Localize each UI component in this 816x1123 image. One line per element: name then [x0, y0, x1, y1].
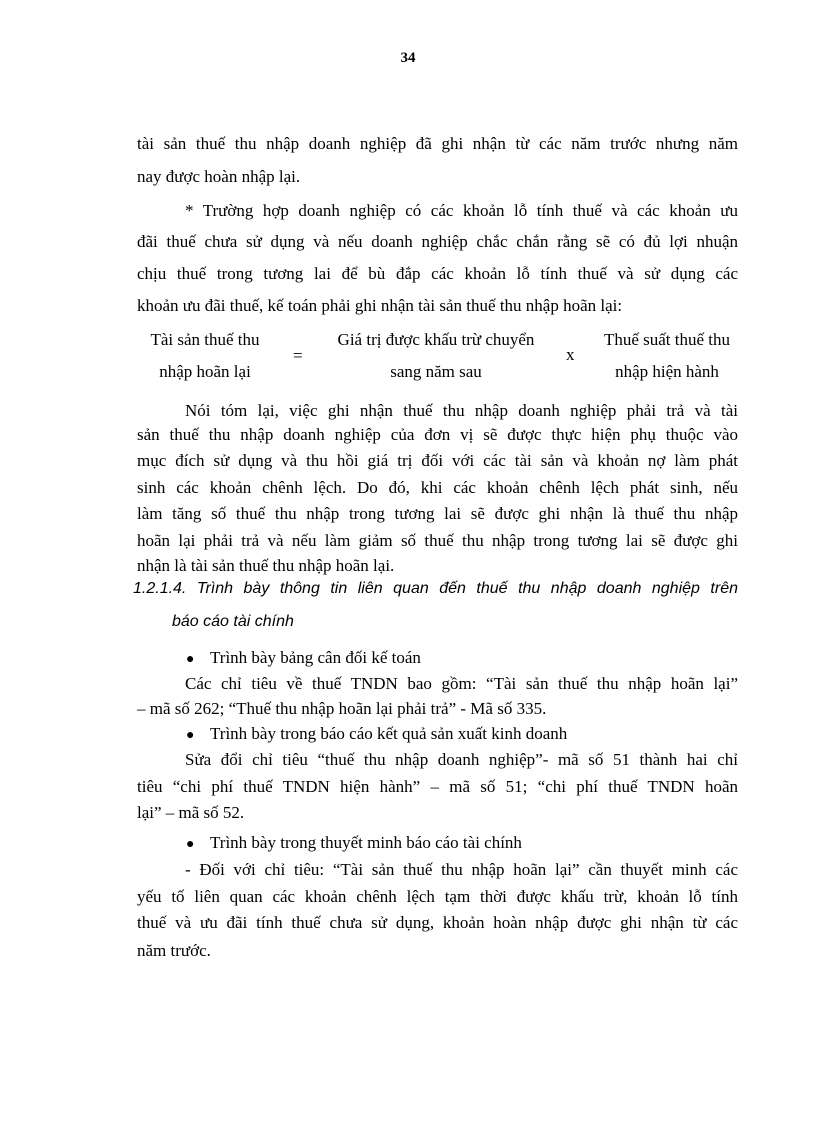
formula-right-bottom: nhập hiện hành — [615, 362, 719, 381]
page-number: 34 — [400, 50, 416, 66]
paragraph-line: * Trường hợp doanh nghiệp có các khoản lỗ tính thuế và các khoản ưu — [185, 201, 738, 220]
formula-left-bottom: nhập hoãn lại — [159, 362, 251, 381]
paragraph-line: Sửa đổi chỉ tiêu “thuế thu nhập doanh nghiệp”- mã số 51 thành hai chỉ — [185, 750, 738, 769]
paragraph-line: hoãn lại phải trả và nếu làm giảm số thuế thu nhập trong tương lai sẽ được ghi — [137, 531, 738, 550]
formula-equals: = — [293, 346, 303, 365]
formula-times: x — [566, 345, 575, 364]
section-heading: 1.2.1.4. Trình bày thông tin liên quan đến thuế thu nhập doanh nghiệp trên — [133, 580, 738, 597]
bullet-item: Trình bày trong báo cáo kết quả sản xuất kinh doanh — [210, 724, 568, 743]
bullet-icon: ● — [186, 728, 195, 743]
formula-right-top: Thuế suất thuế thu — [603, 330, 731, 349]
formula-mid-top: Giá trị được khấu trừ chuyển — [337, 330, 535, 349]
paragraph-line: lại” – mã số 52. — [137, 803, 245, 822]
paragraph-line: nhận là tài sản thuế thu nhập hoãn lại. — [137, 556, 395, 575]
paragraph-line: tiêu “chi phí thuế TNDN hiện hành” – mã số 51; “chi phí thuế TNDN hoãn — [137, 777, 738, 796]
bullet-icon: ● — [186, 837, 195, 852]
paragraph-line: thuế và ưu đãi tính thuế chưa sử dụng, khoản hoàn nhập được ghi nhận từ các — [137, 913, 738, 932]
paragraph-line: Nói tóm lại, việc ghi nhận thuế thu nhập doanh nghiệp phải trả và tài — [185, 401, 738, 420]
paragraph-line: năm trước. — [137, 941, 211, 960]
paragraph-line: Các chỉ tiêu về thuế TNDN bao gồm: “Tài sản thuế thu nhập hoãn lại” — [185, 674, 738, 693]
paragraph-line: - Đối với chỉ tiêu: “Tài sản thuế thu nhập hoãn lại” cần thuyết minh các — [185, 860, 738, 879]
paragraph-line: tài sản thuế thu nhập doanh nghiệp đã ghi nhận từ các năm trước nhưng năm — [137, 134, 738, 153]
bullet-item: Trình bày trong thuyết minh báo cáo tài chính — [210, 833, 522, 852]
paragraph-line: nay được hoàn nhập lại. — [137, 167, 301, 186]
paragraph-line: chịu thuế trong tương lai để bù đắp các khoản lỗ tính thuế và sử dụng các — [137, 264, 738, 283]
paragraph-line: đãi thuế chưa sử dụng và nếu doanh nghiệp chắc chắn rằng sẽ có đủ lợi nhuận — [137, 232, 738, 251]
formula-left-top: Tài sản thuế thu — [150, 330, 260, 349]
bullet-item: Trình bày bảng cân đối kế toán — [210, 648, 421, 667]
paragraph-line: yếu tố liên quan các khoản chênh lệch tạm thời được khấu trừ, khoản lỗ tính — [137, 887, 738, 906]
bullet-icon: ● — [186, 652, 195, 667]
section-heading-continued: báo cáo tài chính — [172, 613, 294, 630]
paragraph-line: làm tăng số thuế thu nhập trong tương lai sẽ được ghi nhận là thuế thu nhập — [137, 504, 738, 523]
paragraph-line: – mã số 262; “Thuế thu nhập hoãn lại phải trả” - Mã số 335. — [137, 699, 547, 718]
paragraph-line: sản thuế thu nhập doanh nghiệp của đơn vị sẽ được thực hiện phụ thuộc vào — [137, 425, 738, 444]
paragraph-line: khoản ưu đãi thuế, kế toán phải ghi nhận tài sản thuế thu nhập hoãn lại: — [137, 296, 623, 315]
formula-mid-bottom: sang năm sau — [390, 362, 482, 381]
paragraph-line: sinh các khoản chênh lệch. Do đó, khi các khoản chênh lệch phát sinh, nếu — [137, 478, 738, 497]
paragraph-line: mục đích sử dụng và thu hồi giá trị đối với các tài sản và khoản nợ làm phát — [137, 451, 738, 470]
